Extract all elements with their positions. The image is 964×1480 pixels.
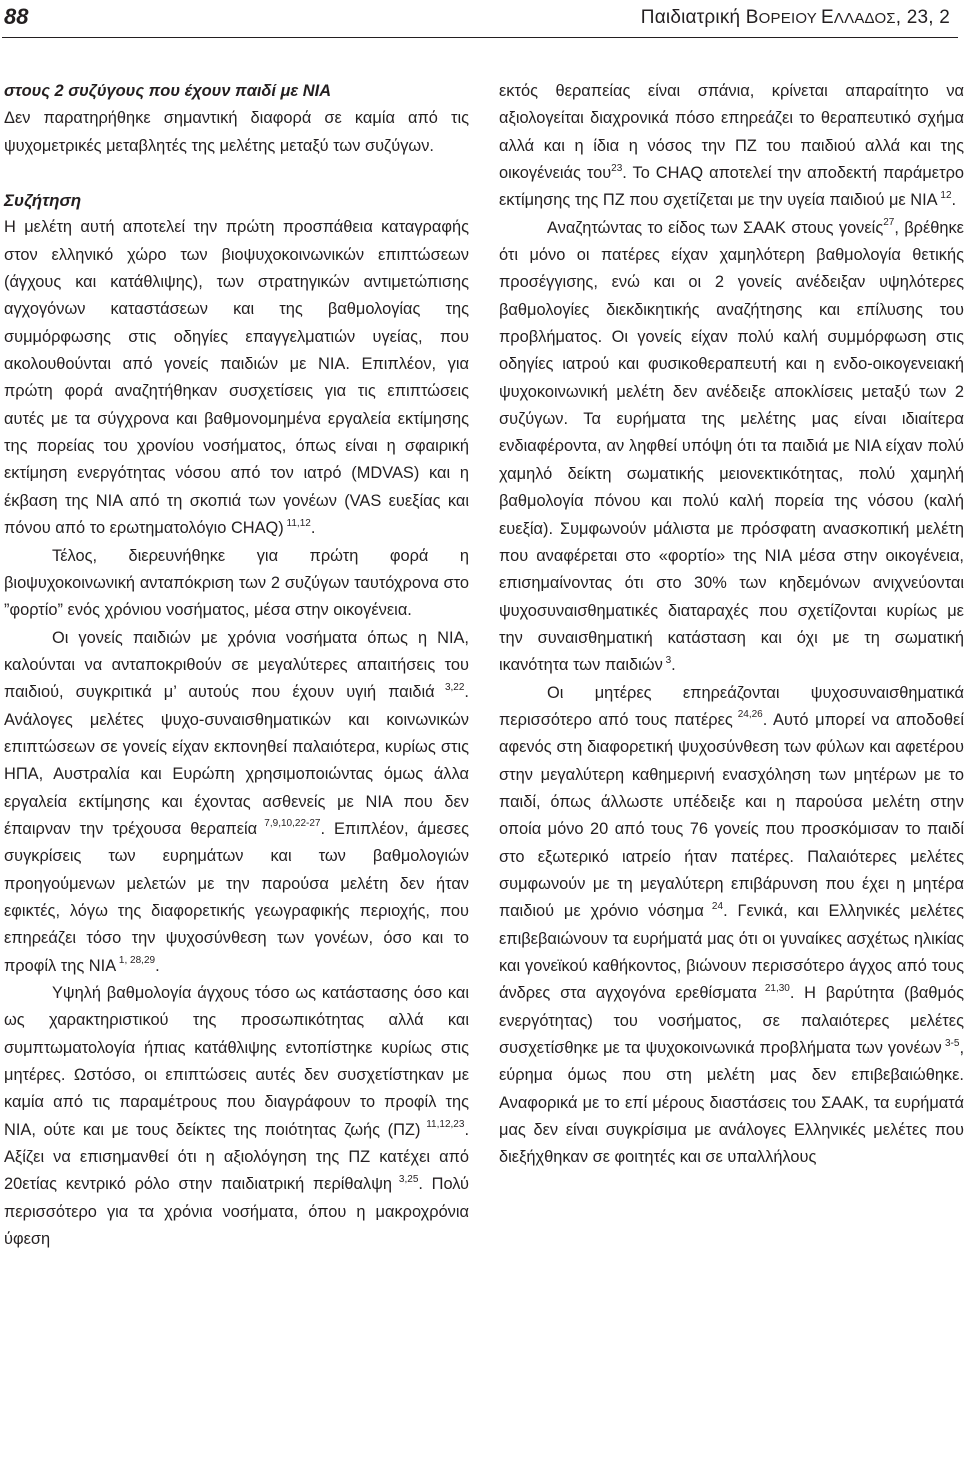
header-rule — [2, 37, 958, 38]
page-header — [0, 0, 960, 46]
journal-title-suffix: , 23, 2 — [895, 7, 950, 28]
citation-ref: 3-5 — [941, 1037, 960, 1049]
intro-paragraph: Δεν παρατηρήθηκε σημαντική διαφορά σε καμία από τις ψυχομετρικές μεταβλητές της μελέτης μεταξύ των συζύγων. — [4, 109, 469, 155]
paragraph-4-text-c: . Πολύ περισσότερο για τα χρόνια νοσήματα, όπου η μακροχρόνια ύφεση — [4, 1175, 470, 1249]
paragraph-6-text-a: Αναζητώντας το είδος των ΣΑΑΚ στους γονείς — [547, 218, 884, 237]
paragraph-3-text-b: . Ανάλογες μελέτες ψυχο-συναισθηματικών και κοινωνικών επιπτώσεων σε γονείς είχαν εκπονηθεί παλαιότερα, κυρίως στις ΗΠΑ, Αυστραλία και Ευρώπη χρησιμοποιώντας όμως άλλα εργαλεία εκτίμησης και έχοντας ασθενείς με ΝΙΑ που δεν έπαιρναν την τρέχουσα θεραπεία — [4, 683, 469, 838]
paragraph-3-text-d: . — [155, 956, 160, 975]
paragraph-6-text-c: . — [671, 656, 676, 675]
journal-title-b1: Β — [745, 7, 759, 28]
paragraph-5-text-b: . Το CHAQ αποτελεί την αποδεκτή παράμετρο εκτίμησης της ΠΖ που σχετίζεται με την υγεία παιδιού με ΝΙΑ — [499, 164, 964, 210]
citation-ref: 3,22 — [434, 681, 465, 693]
citation-ref: 1, 28,29 — [116, 955, 156, 967]
citation-ref: 24,26 — [732, 709, 763, 721]
citation-ref: 7,9,10,22-27 — [257, 818, 321, 830]
paragraph-4-text-a: Υψηλή βαθμολογία άγχους τόσο ως κατάστασης όσο και ως χαρακτηριστικού της προσωπικότητας αλλά και συμπτωματολογία ήπιας κατάθλιψης εντοπίστηκε κυρίως στις μητέρες. Ωστόσο, οι επιπτώσεις αυτές δεν συσχετίστηκαν με καμία από τις παραμέτρους που διαγράφουν το προφίλ της ΝΙΑ, ούτε και με τους δείκτες της ποιότητας ζωής (ΠΖ) — [4, 984, 469, 1139]
paragraph-7-text-a: Οι μητέρες επηρεάζονται ψυχοσυναισθηματικά περισσότερο από τους πατέρες — [499, 683, 964, 729]
citation-ref: 3,25 — [392, 1173, 419, 1185]
citation-ref: 24 — [703, 900, 724, 912]
journal-title-prefix: Παιδιατρική — [640, 7, 746, 28]
subheading: στους 2 συζύγους που έχουν παιδί με ΝΙΑ — [4, 82, 332, 100]
paragraph-7 — [499, 680, 964, 1172]
paragraph-7-text-d: . Η βαρύτητα (βαθμός ενεργότητας) του νοσήματος, σε παλαιότερες μελέτες συσχετίσθηκε με τα ψυχοκοινωνικά προβλήματα των γονέων — [499, 984, 964, 1058]
journal-title-e1: Ε — [821, 7, 834, 28]
citation-ref: 11,12 — [283, 517, 311, 529]
citation-ref: 11,12,23 — [420, 1119, 465, 1131]
paragraph-5-text-c: . — [951, 191, 957, 210]
journal-title-b2: ΟΡΕΙΟΥ — [758, 10, 822, 27]
paragraph-4 — [4, 980, 469, 1253]
paragraph-7-text-b: . Αυτό μπορεί να αποδοθεί αφενός στη διαφορετική ψυχοσύνθεση των φύλων και αφετέρου στην μεγαλύτερη καθημερινή ενασχόληση των μητέρων με το παιδί, όπως άλλωστε υπέδειξε και η παρούσα μελέτη στην οποία μόνο 20 από τους 76 γονείς που προσκόμισαν το παιδί στο εξωτερικό ιατρείο ήταν πατέρες. Παλαιότερες μελέτες συμφωνούν με τη μεγαλύτερη επιβάρυνση που έχει η μητέρα παιδιού με χρόνιο νόσημα — [499, 710, 964, 921]
right-column — [499, 78, 964, 1172]
citation-ref: 21,30 — [756, 982, 790, 994]
paragraph-3-text-c: . Επιπλέον, άμεσες συγκρίσεις των ευρημάτων και των βαθμολογιών προηγούμενων μελετών με την παρούσα μελέτη δεν ήταν εφικτές, λόγω της διαφορετικής γεωγραφικής περιοχής, που επηρεάζει τόσο την ψυχοσύνθεση των γονέων, όσο και το προφίλ της ΝΙΑ — [4, 819, 469, 975]
paragraph-2: Τέλος, διερευνήθηκε για πρώτη φορά η βιοψυχοκοινωνική ανταπόκριση των 2 συζύγων ταυτόχρονα στο ”φορτίο” ενός χρόνιου νοσήματος, μέσα στην οικογένεια. — [4, 546, 469, 620]
citation-ref: 23 — [611, 162, 623, 174]
paragraph-1 — [4, 214, 469, 542]
paragraph-7-text-c: . Γενικά, και Ελληνικές μελέτες επιβεβαιώνουν τα ευρήματά μας ότι οι γυναίκες ασχέτως ηλικίας και γονεϊκού καθήκοντος, βιώνουν περισσότερο άγχος από τους άνδρες στα αγχογόνα ερεθίσματα — [499, 902, 964, 1003]
left-column — [4, 78, 469, 1253]
page-number: 88 — [4, 4, 29, 29]
paragraph-3-text-a: Οι γονείς παιδιών με χρόνια νοσήματα όπως η ΝΙΑ, καλούνται να ανταποκριθούν σε μεγαλύτερες απαιτήσεις του παιδιού, συγκριτικά μ’ αυτούς που έχουν υγιή παιδιά — [4, 628, 469, 702]
citation-ref: 27 — [883, 217, 895, 229]
journal-title — [641, 6, 950, 31]
section-heading-discussion: Συζήτηση — [4, 191, 82, 211]
paragraph-1-text-a: Η μελέτη αυτή αποτελεί την πρώτη προσπάθεια καταγραφής στον ελληνικό χώρο των βιοψυχοκοινωνικών επιπτώσεων (άγχους και κατάθλιψης), των στρατηγικών αντιμετώπισης αγχογόνων καταστάσεων και της βαθμολογίας της συμμόρφωσης στις οδηγίες επαγγελματιών υγείας, που ακολουθούνται από γονείς παιδιών με ΝΙΑ. Επιπλέον, για πρώτη φορά αναζητήθηκαν συσχετίσεις για τις επιπτώσεις αυτές με τα σύγχρονα και βαθμονομημένα εργαλεία εκτίμησης της πορείας του χρονίου νοσήματος, όπως είναι η σφαιρική εκτίμηση ενεργότητας νόσου από τον ιατρό (MDVAS) και η έκβαση της ΝΙΑ από τη σκοπιά των γονέων (VAS ευεξίας και πόνου από το ερωτηματολόγιο CHAQ) — [4, 218, 469, 538]
journal-title-e2: ΛΛΑΔΟΣ — [833, 10, 896, 27]
citation-ref: 12 — [937, 189, 952, 201]
paragraph-1-text-b: . — [310, 519, 316, 538]
paragraph-5 — [499, 78, 964, 215]
paragraph-7-text-e: , εύρημα όμως που στη μελέτη μας δεν επιβεβαιώθηκε. Αναφορικά με το επί μέρους διαστάσεις του ΣΑΑΚ, τα ευρήματά μας δεν είναι συγκρίσιμα με ανάλογες Ελληνικές μελέτες που διεξήχθηκαν σε φοιτητές και σε υπαλλήλους — [499, 1039, 964, 1167]
paragraph-4-text-b: . Αξίζει να επισημανθεί ότι η αξιολόγηση της ΠΖ κατέχει από 20ετίας κεντρικό ρόλο στην παιδιατρική περίθαλψη — [4, 1120, 469, 1194]
paragraph-3 — [4, 625, 469, 980]
paragraph-5-text-a: εκτός θεραπείας είναι σπάνια, κρίνεται απαραίτητο να αξιολογείται διαχρονικά πόσο επηρεάζει το θεραπευτικό σχήμα αλλά και η ίδια η νόσος την ΠΖ του παιδιού αλλά και της οικογένειάς του — [499, 82, 964, 183]
citation-ref: 3 — [662, 654, 672, 666]
paragraph-6-text-b: , βρέθηκε ότι μόνο οι πατέρες είχαν χαμηλότερη βαθμολογία θετικής προσέγγισης, ενώ και οι 2 γονείς ανέδειξαν υψηλότερες βαθμολογίες διεκδικητικής αναζήτησης και επίλυσης του προβλήματος. Οι γονείς είχαν πολύ καλή συμμόρφωση στις οδηγίες ιατρού και φυσικοθεραπευτή και η ενδο-οικογενειακή ψυχοκοινωνική μελέτη δεν ανέδειξε αποκλίσεις μεταξύ των 2 συζύγων. Τα ευρήματα της μελέτης μας είναι ιδιαίτερα ενδιαφέροντα, αν ληφθεί υπόψη ότι τα παιδιά με ΝΙΑ είχαν πολύ χαμηλό δείκτη σωματικής μειονεκτικότητας, πολύ χαμηλή βαθμολογία πόνου και πολύ καλή πορεία της νόσου (καλή ευεξία). Συμφωνούν μάλιστα με πρόσφατη ανασκοπική μελέτη που αναφέρεται στο «φορτίο» της ΝΙΑ μέσα στην οικογένεια, επισημαίνοντας ότι στο 30% των κηδεμόνων ανιχνεύονται ψυχοσυναισθηματικές διαταραχές που σχετίζονται κυρίως με την συναισθηματική κατάσταση και όχι με τη σωματική ικανότητα των παιδιών — [499, 218, 964, 675]
paragraph-6 — [499, 215, 964, 680]
